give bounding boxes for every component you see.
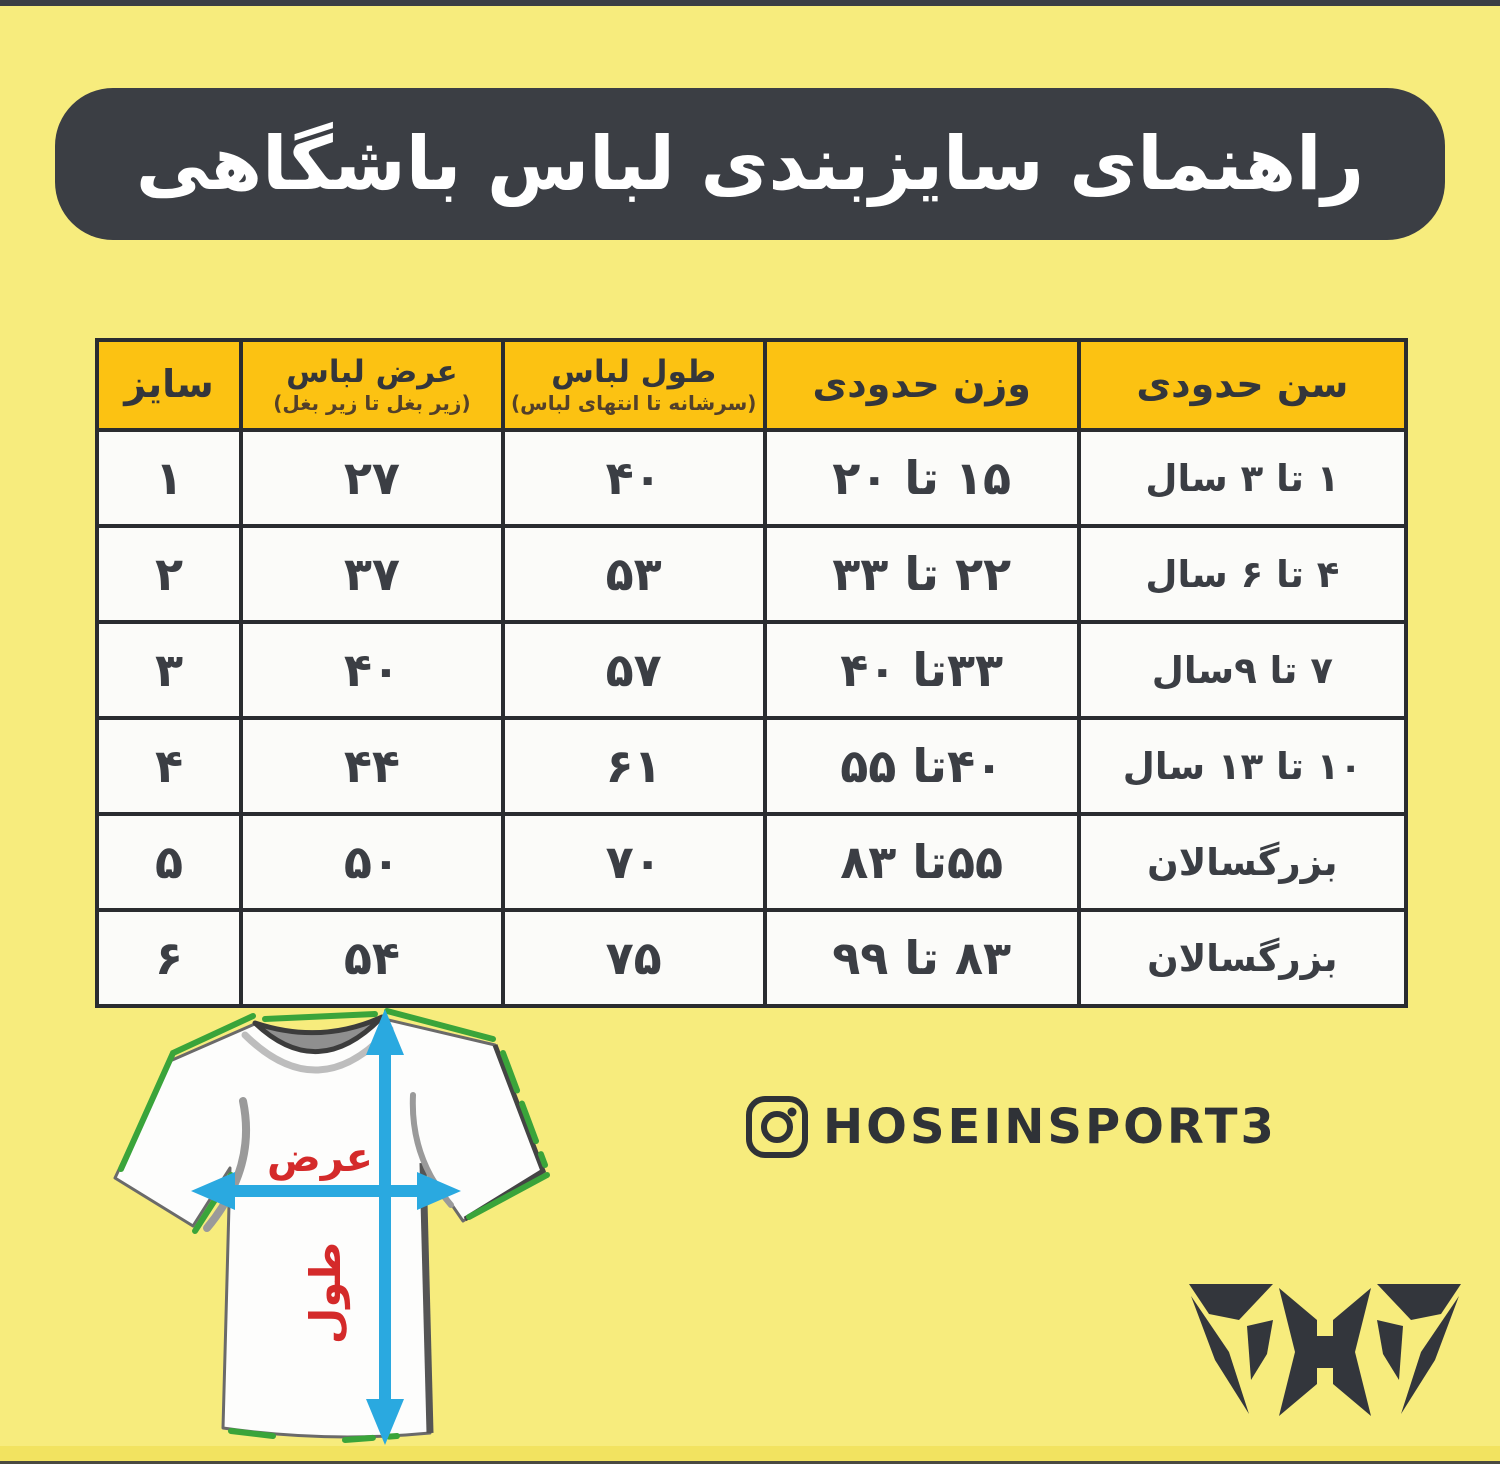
width-cell: ۴۴ [241, 718, 503, 814]
age-cell: ۱۰ تا ۱۳ سال [1079, 718, 1406, 814]
tshirt-measurement-diagram [95, 983, 565, 1453]
weight-cell: ۳۳تا ۴۰ [765, 622, 1079, 718]
col-header-width [241, 340, 503, 430]
bottom-border-strip [0, 1446, 1500, 1464]
weight-cell: ۸۳ تا ۹۹ [765, 910, 1079, 1006]
age-cell: ۴ تا ۶ سال [1079, 526, 1406, 622]
instagram-row [745, 1092, 1277, 1162]
weight-cell: ۴۰تا ۵۵ [765, 718, 1079, 814]
table-row [97, 526, 1406, 622]
size-cell: ۲ [97, 526, 241, 622]
length-cell: ۴۰ [503, 430, 765, 526]
size-cell: ۳ [97, 622, 241, 718]
size-cell: ۱ [97, 430, 241, 526]
table-row [97, 622, 1406, 718]
width-cell: ۳۷ [241, 526, 503, 622]
age-cell: ۷ تا ۹سال [1079, 622, 1406, 718]
tshirt-diagram-svg [95, 983, 565, 1453]
table-header-row [97, 340, 1406, 430]
width-cell: ۲۷ [241, 430, 503, 526]
width-label: عرض [266, 1135, 374, 1181]
age-cell: ۱ تا ۳ سال [1079, 430, 1406, 526]
age-cell: بزرگسالان [1079, 910, 1406, 1006]
page-title: راهنمای سایزبندی لباس باشگاهی [135, 121, 1365, 207]
top-border-strip [0, 0, 1500, 6]
col-header-length [503, 340, 765, 430]
weight-cell: ۵۵تا ۸۳ [765, 814, 1079, 910]
width-cell: ۵۴ [241, 910, 503, 1006]
weight-cell: ۲۲ تا ۳۳ [765, 526, 1079, 622]
title-banner [55, 88, 1445, 240]
brand-logo-svg [1175, 1262, 1475, 1437]
width-cell: ۵۰ [241, 814, 503, 910]
length-cell: ۵۳ [503, 526, 765, 622]
instagram-icon [745, 1095, 809, 1159]
width-cell: ۴۰ [241, 622, 503, 718]
instagram-handle: HOSEINSPORT3 [823, 1099, 1277, 1155]
size-table [95, 338, 1408, 1008]
hosein-sport-h-logo [1175, 1262, 1475, 1437]
age-cell: بزرگسالان [1079, 814, 1406, 910]
col-header-weight-label: وزن حدودی [812, 362, 1031, 407]
size-cell: ۵ [97, 814, 241, 910]
col-header-width-label: عرض لباس [286, 354, 458, 391]
size-cell: ۶ [97, 910, 241, 1006]
table-row [97, 814, 1406, 910]
col-header-length-label: طول لباس [551, 354, 717, 391]
table-row [97, 718, 1406, 814]
col-header-weight [765, 340, 1079, 430]
tshirt-body [115, 1018, 543, 1437]
length-cell: ۵۷ [503, 622, 765, 718]
length-cell: ۶۱ [503, 718, 765, 814]
length-cell: ۷۵ [503, 910, 765, 1006]
weight-cell: ۱۵ تا ۲۰ [765, 430, 1079, 526]
col-header-size [97, 340, 241, 430]
col-header-age [1079, 340, 1406, 430]
table-row [97, 430, 1406, 526]
col-header-size-label: سایز [124, 362, 214, 407]
size-cell: ۴ [97, 718, 241, 814]
length-cell: ۷۰ [503, 814, 765, 910]
col-header-width-sublabel: (زیر بغل تا زیر بغل) [273, 390, 471, 415]
col-header-length-sublabel: (سرشانه تا انتهای لباس) [510, 390, 757, 415]
col-header-age-label: سن حدودی [1136, 362, 1349, 407]
length-label: طول [301, 1241, 350, 1345]
